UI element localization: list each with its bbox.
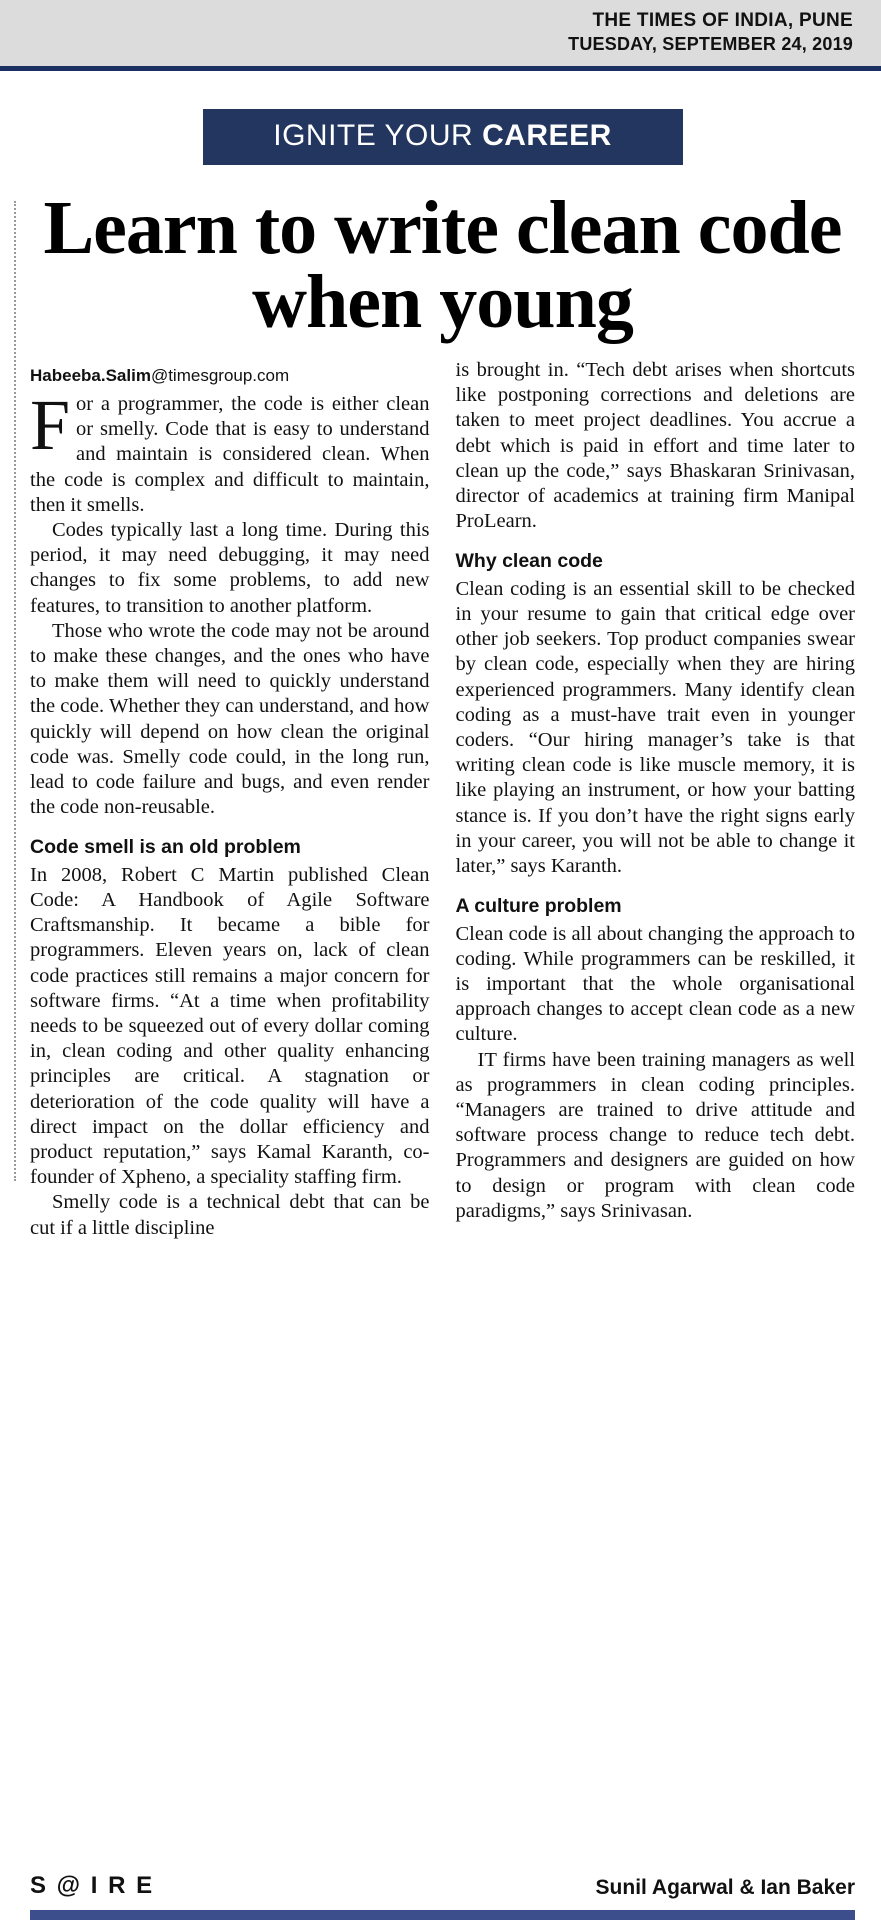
subhead-code-smell: Code smell is an old problem [30,836,301,859]
paragraph-right-4: IT firms have been training managers as well as programmers in clean coding principles. “Managers are trained to drive attitude and software process change to reduce tech debt. Programmers and designers are guided on how to design or program with clean code paradigms,” says Srinivasan. [455,1048,855,1222]
paragraph-left-5: Smelly code is a technical debt that can be cut if a little discipline [30,1191,430,1239]
article-column-right [456,358,856,1241]
article-columns [30,358,855,1241]
masthead [0,0,881,66]
masthead-spacer [0,71,881,89]
footer-rule [30,1910,855,1920]
section-banner-bold-text: CAREER [482,119,612,152]
byline-email-domain: @timesgroup.com [150,365,290,385]
page-footer [0,1872,881,1920]
footer-credits: Sunil Agarwal & Ian Baker [595,1876,855,1899]
article-column-left [30,358,430,1241]
masthead-publication: THE TIMES OF INDIA, PUNE [592,9,853,31]
byline [30,366,430,386]
section-banner-wrapper [30,109,855,165]
section-banner-light-text: IGNITE YOUR [273,119,483,152]
footer-section-label: S @ I R E [30,1872,155,1899]
left-margin-dotted-rule [14,201,18,1181]
subhead-why-clean-code: Why clean code [455,550,603,573]
paragraph-right-2: Clean coding is an essential skill to be checked in your resume to gain that critical edge over other job seekers. Top product companies swear by clean code, especially when they are hiring experienced programmers. Many identify clean coding as a must-have trait even in younger coders. “Our hiring manager’s take is that writing clean code is like muscle memory, it is like playing an instrument, or how your batting stance is. If you don’t have the right signs early in your career, you will not be able to change it later,” says Karanth. [455,577,855,877]
masthead-date: TUESDAY, SEPTEMBER 24, 2019 [568,33,853,54]
paragraph-left-3: Those who wrote the code may not be around to make these changes, and the ones who have to make them will need to quickly understand the code. Whether they can understand, and how quickly will depend on how clean the original code was. Smelly code could, in the long run, lead to code failure and bugs, and even render the code non-reusable. [30,619,430,819]
section-banner [203,109,683,165]
subhead-a-culture-problem: A culture problem [455,895,622,918]
article-page [0,109,881,1241]
paragraph-right-lead: is brought in. “Tech debt arises when shortcuts like postponing corrections and deletions are taken to meet project deadlines. You accrue a debt which is paid in effort and time later to clean up the code,” says Bhaskaran Srinivasan, director of academics at training firm Manipal ProLearn. [455,358,855,533]
footer-row [30,1872,855,1910]
article-headline: Learn to write clean code when young [43,186,842,345]
byline-author: Habeeba.Salim [30,365,151,385]
paragraph-left-2: Codes typically last a long time. During this period, it may need debugging, it may need changes to fix some problems, to add new features, to transition to another platform. [30,518,430,617]
paragraph-left-4: In 2008, Robert C Martin published Clean Code: A Handbook of Agile Software Craftsmanship. It became a bible for programmers. Eleven years on, lack of clean code practices still remains a major concern for software firms. “At a time when profitability needs to be squeezed out of every dollar coming in, clean coding and other quality enhancing principles are critical. A stagnation or deterioration of the code quality will have a direct impact on the dollar efficiency and product reputation,” says Kamal Karanth, co-founder of Xpheno, a speciality staffing firm. [30,863,430,1189]
paragraph-lead-left: For a programmer, the code is either clean or smelly. Code that is easy to understand and maintain is considered clean. When the code is complex and difficult to maintain, then it smells. [30,384,430,516]
paragraph-right-3: Clean code is all about changing the approach to coding. While programmers can be reskilled, it is important that the whole organisational approach changes to accept clean code as a new culture. [455,922,855,1046]
